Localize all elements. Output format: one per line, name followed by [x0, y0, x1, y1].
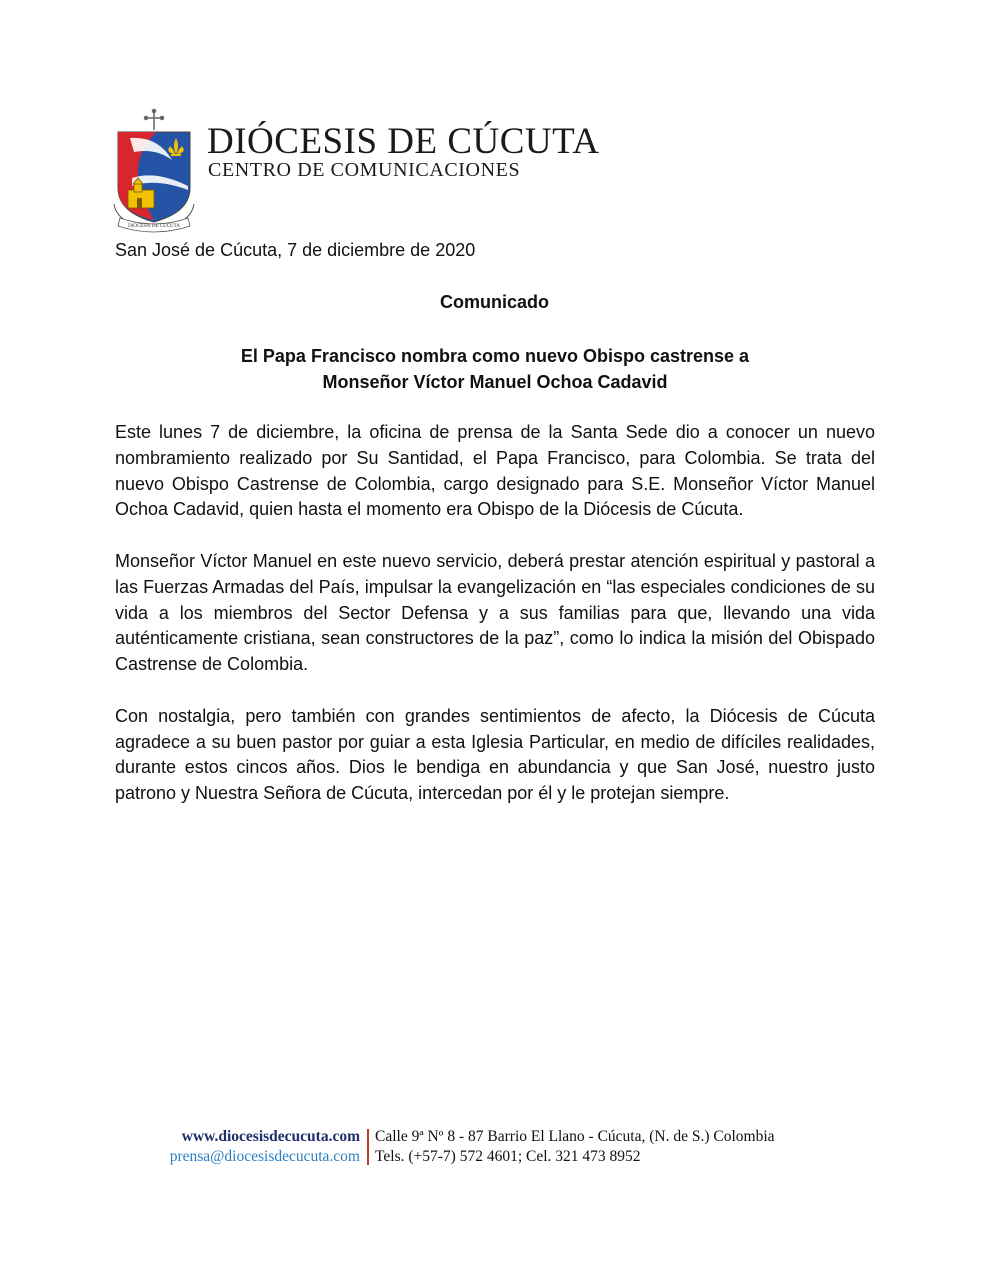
- place-date: San José de Cúcuta, 7 de diciembre de 2020: [115, 240, 476, 260]
- footer-divider: [367, 1129, 369, 1165]
- body-paragraph-2: Monseñor Víctor Manuel en este nuevo servicio, deberá prestar atención espiritual y pastoral a las Fuerzas Armadas del País, impulsar la evangelización en “las especiales condiciones de su vida a los miembros del Sector Defensa y a sus familias para que, llevando una vida auténticamente cristiana, sean constructores de la paz”, como lo indica la misión del Obispado Castrense de Colombia.: [115, 550, 875, 675]
- document-type-heading: Comunicado: [439, 292, 549, 312]
- footer-phones: Tels. (+57-7) 572 4601; Cel. 321 473 8952: [375, 1148, 641, 1165]
- footer: [140, 1127, 860, 1167]
- headline: [115, 343, 875, 395]
- footer-address: Calle 9ª Nº 8 - 87 Barrio El Llano - Cúcuta, (N. de S.) Colombia: [375, 1128, 775, 1145]
- website-link[interactable]: www.diocesisdecucuta.com: [181, 1128, 360, 1145]
- letterhead: [110, 108, 670, 238]
- diocese-title: DIÓCESIS DE CÚCUTA: [207, 121, 600, 162]
- headline-line-1: El Papa Francisco nombra como nuevo Obispo castrense a: [240, 346, 750, 366]
- headline-line-2: Monseñor Víctor Manuel Ochoa Cadavid: [322, 372, 668, 392]
- footer-contact-web: [140, 1127, 360, 1167]
- footer-address-block: [375, 1127, 775, 1167]
- body-paragraph-3: Con nostalgia, pero también con grandes sentimientos de afecto, la Diócesis de Cúcuta agradece a su buen pastor por guiar a esta Iglesia Particular, en medio de difíciles realidades, durante estos cincos años. Dios le bendiga en abundancia y que San José, nuestro justo patrono y Nuestra Señora de Cúcuta, intercedan por él y le protejan siempre.: [115, 705, 875, 804]
- email-link[interactable]: prensa@diocesisdecucuta.com: [169, 1148, 360, 1165]
- logo-ribbon-text: DIOCESIS DE CUCUTA: [128, 224, 180, 229]
- body-text: [115, 420, 875, 833]
- body-paragraph-1: Este lunes 7 de diciembre, la oficina de prensa de la Santa Sede dio a conocer un nuevo nombramiento realizado por Su Santidad, el Papa Francisco, para Colombia. Se trata del nuevo Obispo Castrense de Colombia, cargo designado para S.E. Monseñor Víctor Manuel Ochoa Cadavid, quien hasta el momento era Obispo de la Diócesis de Cúcuta.: [115, 422, 875, 520]
- diocese-coat-of-arms-logo: [110, 108, 198, 238]
- diocese-subtitle: CENTRO DE COMUNICACIONES: [208, 159, 521, 181]
